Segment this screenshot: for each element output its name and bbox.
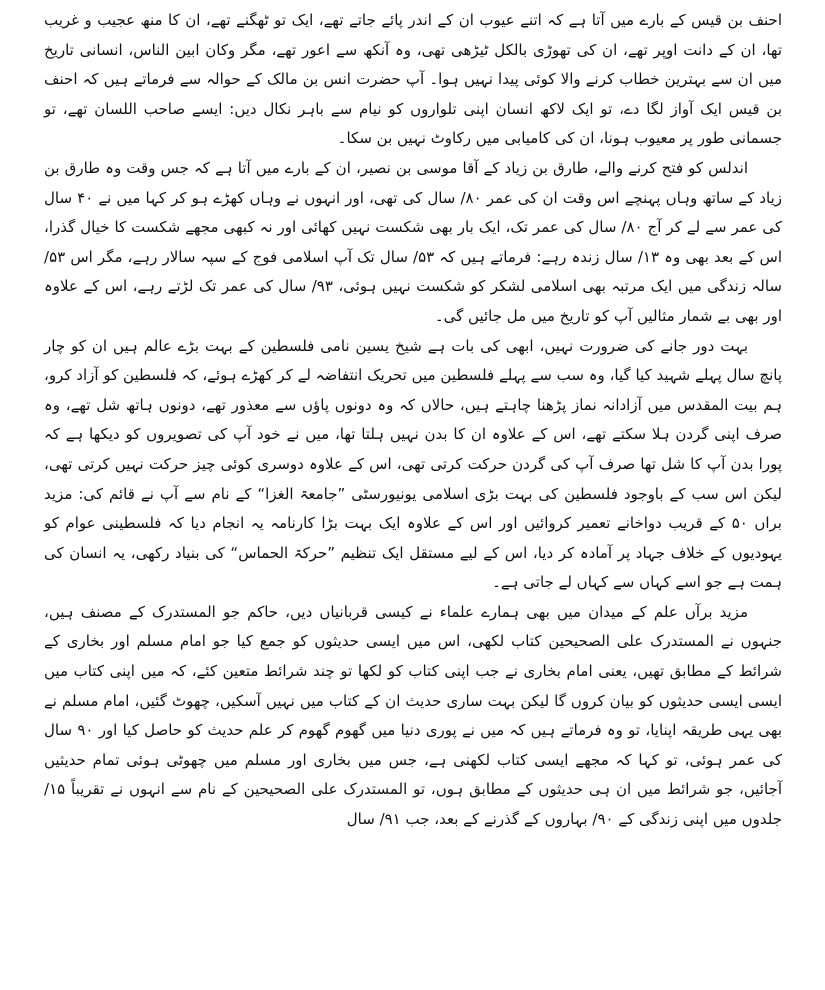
paragraph-musa-bin-nusair: اندلس کو فتح کرنے والے، طارق بن زیاد کے آقا موسی بن نصیر، ان کے بارے میں آتا ہے کہ جس وقت وہ طارق بن زیاد کے ساتھ وہاں پہنچے اس وقت ان کی عمر ۸۰/ سال کی تھی، اور انہوں نے وہاں کھڑے ہو کر کہا میں نے ۴۰ سال کی عمر سے لے کر آج ۸۰/ سال کی عمر تک، ایک بار بھی شکست نہیں کھائی اور نہ کبھی مجھے شکست کا خیال گذرا، اس کے بعد بھی وہ ۱۳/ سال زندہ رہے: فرماتے ہیں کہ ۵۳/ سال تک آپ اسلامی فوج کے سپہ سالار رہے، مگر اس ۵۳/ سالہ زندگی میں ایک مرتبہ بھی اسلامی لشکر کو شکست نہیں ہوئی، ۹۳/ سال کی عمر تک لڑتے رہے، اس کے علاوہ اور بھی بے شمار مثالیں آپ کو تاریخ میں مل جائیں گی۔: [44, 158, 782, 325]
body-text: [44, 6, 782, 835]
paragraph-sheikh-yasin: بہت دور جانے کی ضرورت نہیں، ابھی کی بات ہے شیخ یسین نامی فلسطین کے بہت بڑے عالم ہیں ان کو چار پانچ سال پہلے شہید کیا گیا، وہ سب سے پہلے فلسطین میں تحریک انتفاضہ لے کر کھڑے ہوئے، کہ فلسطین کو آزاد کرو، ہم بیت المقدس میں آزادانہ نماز پڑھنا چاہتے ہیں، حالاں کہ وہ دونوں پاؤں سے معذور تھے، دونوں ہاتھ شل تھے، وہ صرف اپنی گردن ہلا سکتے تھے، اس کے علاوہ ان کا بدن نہیں ہلتا تھا، میں نے خود آپ کی تصویروں کو دیکھا ہے کہ پورا بدن آپ کا شل تھا صرف آپ کی گردن حرکت کرتی تھی، اس کے علاوہ دوسری کوئی چیز حرکت نہیں کرتی تھی، لیکن اس سب کے باوجود فلسطین کی بہت بڑی اسلامی یونیورسٹی ”جامعۃ الغزا“ کے نام سے آپ نے قائم کی: مزید براں ۵۰ کے قریب دواخانے تعمیر کروائیں اور اس کے علاوہ ایک بہت بڑا کارنامہ یہ انجام دیا کہ فلسطینی عوام کو یہودیوں کے خلاف جہاد پر آمادہ کر دیا، اس کے لیے مستقل ایک تنظیم ”حرکۃ الحماس“ کی بنیاد رکھی، یہ انسان کی ہمت ہے جو اسے کہاں سے کہاں لے جاتی ہے۔: [44, 336, 782, 592]
paragraph-hakim-mustadrak: مزید برآں علم کے میدان میں بھی ہمارے علماء نے کیسی قربانیاں دیں، حاکم جو المستدرک کے مصنف ہیں، جنہوں نے المستدرک علی الصحیحین کتاب لکھی، اس میں ایسی حدیثوں کو جمع کیا جو امام مسلم اور بخاری کے شرائط کے مطابق تھیں، یعنی امام بخاری نے جب اپنی کتاب کو لکھا تو چند شرائط متعین کئے، کہ میں اپنی کتاب میں ایسی ایسی حدیثوں کو بیان کروں گا لیکن بہت ساری حدیث ان کے کتاب میں نہیں آسکیں، چھوٹ گئیں، امام مسلم نے بھی یہی طریقہ اپنایا، تو وہ فرماتے ہیں کہ میں نے پوری دنیا میں گھوم گھوم کر علم حدیث کو حاصل کیا اور ۹۰ سال کی عمر ہوئی، تو کہا کہ مجھے ایسی کتاب لکھنی ہے، جس میں بخاری اور مسلم میں چھوٹی ہوئی تمام حدیثیں آجائیں، جو شرائط میں ان ہی حدیثوں کے مطابق ہوں، تو المستدرک علی الصحیحین کے نام سے انہوں نے تقریباً ۱۵/ جلدوں میں اپنی زندگی کے ۹۰/ بہاروں کے گذرنے کے بعد، جب ۹۱/ سال: [44, 602, 782, 829]
paragraph-ahnaf-bin-qais: احنف بن قیس کے بارے میں آتا ہے کہ اتنے عیوب ان کے اندر پائے جاتے تھے، ایک تو ٹھگنے تھے، ان کا منھ عجیب و غریب تھا، ان کے دانت اوپر تھے، ان کی تھوڑی بالکل ٹیڑھی تھی، وہ آنکھ سے اعور تھے، مگر وکان ابین الناس، انسانی تاریخ میں ان سے بہترین خطاب کرنے والا کوئی پیدا نہیں ہوا۔ آپ حضرت انس بن مالک کے حوالہ سے فرماتے ہیں کہ احنف بن قیس ایک آواز لگا دے، تو ایک لاکھ انسان اپنی تلواروں کو نیام سے باہر نکال دیں: ایسے صاحب اللسان تھے، تو جسمانی طور پر معیوب ہونا، ان کی کامیابی میں رکاوٹ نہیں بن سکا۔: [44, 11, 782, 148]
